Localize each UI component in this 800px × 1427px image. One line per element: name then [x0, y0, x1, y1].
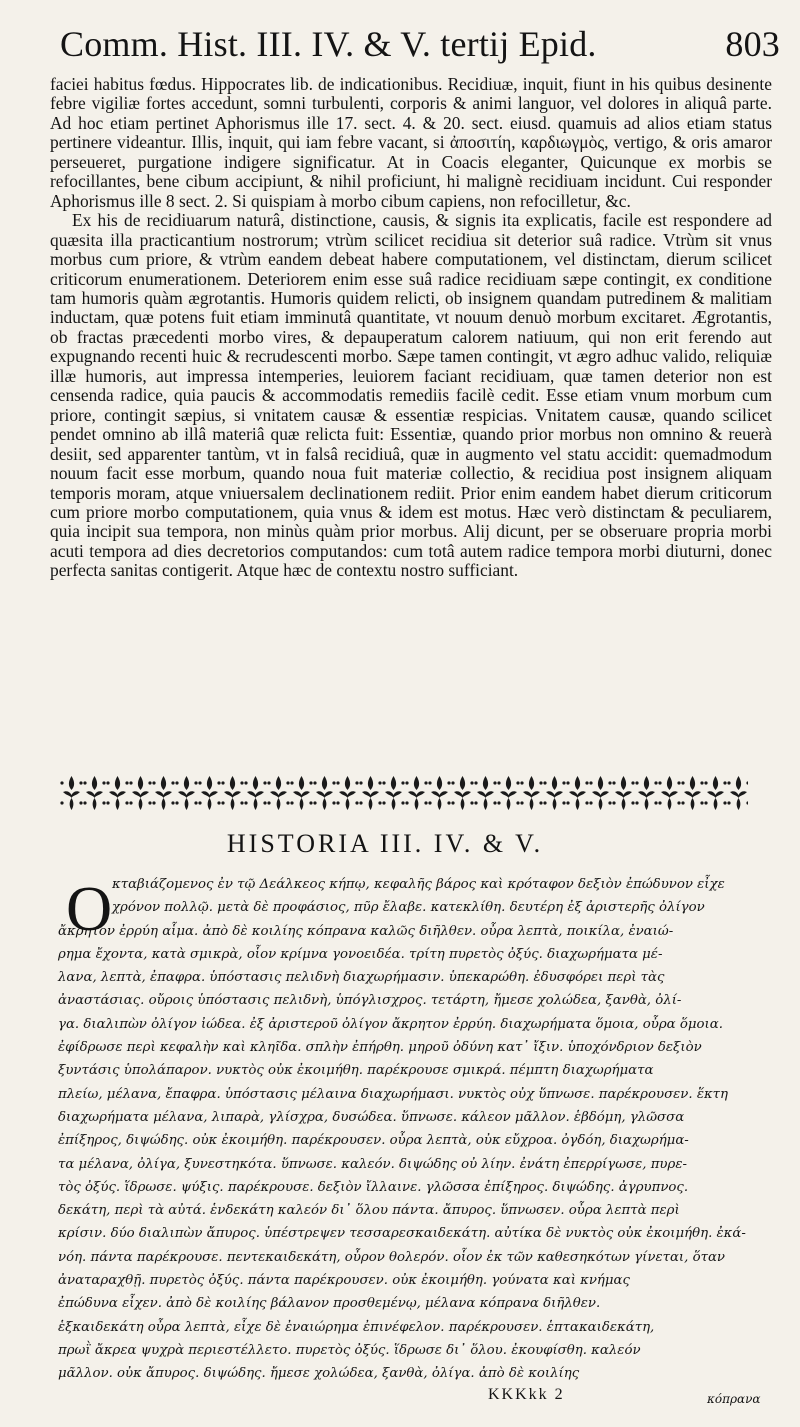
greek-line: διαχωρήματα μέλανα, λιπαρὰ, γλίσχρα, δυσώδεα. ὕπνωσε. κάλεον μᾶλλον. ἑβδόμη, γλῶσσα: [58, 1109, 685, 1125]
greek-text-block: [58, 873, 780, 1386]
catchword: κόπρανα: [707, 1392, 761, 1406]
greek-line: λανα, λεπτὰ, ἐπαφρα. ὑπόστασις πελιδνὴ διαχωρήμασιν. ὑπεκαρώθη. ἐδυσφόρει περὶ τὰς: [58, 970, 665, 986]
greek-line: χρόνον πολλῷ. μετὰ δὲ προφάσιος, πῦρ ἔλαβε. κατεκλίθη. δευτέρη ἐξ ἀριστερῆς ὀλίγον: [112, 900, 705, 916]
greek-line: ἄκρητον ἐρρύη αἷμα. ἀπὸ δὲ κοιλίης κόπρανα καλῶς διῆλθεν. οὖρα λεπτὰ, ποικίλα, ἐναιώ-: [58, 923, 674, 939]
signature-mark: KKKkk 2: [488, 1386, 565, 1403]
greek-case-history: [58, 873, 780, 1386]
fleuron-border-icon: [60, 774, 748, 812]
running-head: [60, 22, 780, 66]
greek-line: τὸς ὀξύς. ἵδρωσε. ψύξις. παρέκρουσε. δεξιὸν ἴλλαινε. γλῶσσα ἐπίξηρος. διψώδης. ἀγρυπνος.: [58, 1179, 689, 1195]
greek-line: ἀναστάσιας. οὔροις ὑπόστασις πελιδνὴ, ὑπόγλισχρος. τετάρτη, ἤμεσε χολώδεα, ξανθὰ, ὀλί-: [58, 993, 682, 1009]
greek-line: ἐφίδρωσε περὶ κεφαλὴν καὶ κληῖδα. σπλὴν ἐπήρθη. μηροῦ ὀδύνη κατ᾽ ἴξιν. ὑποχόνδριον δεξιὸν: [58, 1040, 702, 1056]
greek-line: ἐπίξηρος, διψώδης. οὐκ ἐκοιμήθη. παρέκρουσεν. οὖρα λεπτὰ, οὐκ εὔχροα. ὀγδόη, διαχωρήμα-: [58, 1133, 689, 1149]
greek-line: ἐπώδυνα εἶχεν. ἀπὸ δὲ κοιλίης βάλανον προσθεμένῳ, μέλανα κόπρανα διῆλθεν.: [58, 1296, 601, 1312]
latin-paragraph: faciei habitus fœdus. Hippocrates lib. de indicationibus. Recidiuæ, inquit, fiunt in his quibus desinente febre vigiliæ fortes accedunt, somni turbulenti, corporis & animi languor, vel dolores in aliquâ parte. Ad hoc etiam pertinet Aphorismus ille 17. sect. 4. & 20. sect. eiusd. quamuis ad alios etiam status pertinere videantur. Illis, inquit, qui iam febre vacant, si ἀποσιτίη, καρδιωγμὸς, vertigo, & oris amaror perseueret, purgatione indigere significatur. At in Coacis eleganter, Quicunque ex morbis se refocillantes, bene cibum accipiunt, & nihil proficiunt, hi malignè recidiuam incidunt. Cui responder Aphorismus ille 8 sect. 2. Si quispiam à morbo cibum capiens, non refocilletur, &c.: [50, 74, 772, 211]
greek-line: ξυντάσις ὑπολάπαρον. νυκτὸς οὐκ ἐκοιμήθη. παρέκρουσε σμικρά. πέμπτη διαχωρήματα: [58, 1063, 654, 1079]
greek-line: ἀναταραχθῇ. πυρετὸς ὀξύς. πάντα παρέκρουσεν. οὐκ ἐκοιμήθη. γούνατα καὶ κνήμας: [58, 1273, 630, 1289]
greek-line: μᾶλλον. οὐκ ἄπυρος. διψώδης. ἤμεσε χολώδεα, ξανθὰ, ὀλίγα. ἀπὸ δὲ κοιλίης: [58, 1366, 580, 1382]
greek-line: κρίσιν. δύο διαλιπὼν ἄπυρος. ὑπέστρεψεν τεσσαρεσκαιδεκάτη. αὐτίκα δὲ νυκτὸς οὐκ ἐκοιμήθη. ἐκά-: [58, 1226, 746, 1242]
decorative-ornament-band: [60, 774, 748, 812]
greek-line: νόη. πάντα παρέκρουσε. πεντεκαιδεκάτη, οὖρον θολερόν. οἷον ἐκ τῶν καθεσηκότων γίνεται, ὅταν: [58, 1249, 726, 1265]
greek-line: ρημα ἔχοντα, κατὰ σμικρὰ, οἷον κρίμνα γονοειδέα. τρίτη πυρετὸς ὀξύς. διαχωρήματα μέ-: [58, 946, 663, 962]
drop-cap: O: [66, 873, 113, 944]
greek-line: δεκάτη, περὶ τὰ αὐτά. ἑνδεκάτη καλεόν δι᾽ ὅλου πάντα. ἄπυρος. ὕπνωσεν. οὖρα λεπτὰ περὶ: [58, 1203, 680, 1219]
greek-line: τα μέλανα, ὀλίγα, ξυνεστηκότα. ὕπνωσε. καλεόν. διψώδης οὐ λίην. ἐνάτη ἐπερρίγωσε, πυρε-: [58, 1156, 687, 1172]
greek-line: ἑξκαιδεκάτη οὖρα λεπτὰ, εἶχε δὲ ἐναιώρημα ἐπινέφελον. παρέκρουσεν. ἑπτακαιδεκάτη,: [58, 1319, 655, 1335]
greek-line: γα. διαλιπὼν ὀλίγον ἰώδεα. ἐξ ἀριστεροῦ ὀλίγον ἄκρητον ἐρρύη. διαχωρήματα ὅμοια, οὖρα ὅμοια.: [58, 1016, 723, 1032]
latin-commentary: [50, 75, 772, 581]
latin-paragraph: Ex his de recidiuarum naturâ, distinctione, causis, & signis ita explicatis, facile est respondere ad quæsita illa practicantium nostrorum; vtrùm scilicet recidiua sit deterior suâ radice. Vtrùm sit vnus morbus cum priore, & vtrùm eandem debeat habere computationem, vel distinctam, dierum scilicet criticorum enumerationem. Deteriorem enim esse suâ radice recidiuam sæpe contingit, ex conditione tam humoris quàm ægrotantis. Humoris quidem relicti, ob insignem quandam putredinem & malitiam inductam, quæ potens fuit etiam imminutâ quantitate, vt nouum denuò morbum excitaret. Ægrotantis, ob fractas præcedenti morbo vires, & depauperatum calorem natiuum, qui non erit ferendo aut expugnando recenti huic & recrudescenti morbo. Sæpe tamen contingit, vt ægro adhuc valido, reliquiæ illæ humoris, aut impressa intemperies, leuiorem faciant recidiuam, quæ tamen deterior non est censenda radice, quia paucis & accommodatis remediis facilè cedit. Esse etiam vnum morbum cum priore, contingit sæpius, si vnitatem causæ & essentiæ respicias. Vnitatem causæ, quando scilicet pendet omnino ab illâ materiâ quæ relicta fuit: Essentiæ, quando prior morbus non omnino & reuerà desiit, sed apparenter tantùm, vt in falsâ recidiuâ, quæ in augmento vel statu accidit: quemadmodum nouum facit esse morbum, quando noua fuit materiæ collectio, & recidiua post insignem aliquam temporis moram, atque vniuersalem declinationem rediit. Prior enim eandem habet dierum criticorum cum priore morbo computationem, quia vnus & idem est motus. Hæc verò distinctam & peculiarem, quia incipit sua tempora, non minùs quàm prior morbus. Alij dicunt, per se obseruare propria morbi acuti tempora ad dies decretorios computandos: cum totâ autem radice tempora morbi diuturni, donec perfecta sanitas contigerit. Atque hæc de contextu nostro sufficiant.: [50, 210, 772, 581]
page-number: 803: [725, 24, 780, 64]
section-heading: HISTORIA III. IV. & V.: [226, 829, 544, 858]
running-head-title: Comm. Hist. III. IV. & V. tertij Epid.: [60, 24, 597, 64]
greek-line: πλείω, μέλανα, ἔπαφρα. ὑπόστασις μέλαινα διαχωρήμασι. νυκτὸς οὐχ ὕπνωσε. παρέκρουσεν. ἕκτη: [58, 1086, 728, 1102]
greek-line: κταβιάζομενος ἐν τῷ Δεάλκεος κήπῳ, κεφαλῆς βάρος καὶ κρόταφον δεξιὸν ἐπώδυνον εἶχε: [112, 877, 725, 892]
greek-line: πρωῒ ἄκρεα ψυχρὰ περιεστέλλετο. πυρετὸς ὀξύς. ἵδρωσε δι᾽ ὅλου. ἐκουφίσθη. καλεόν: [58, 1342, 641, 1358]
